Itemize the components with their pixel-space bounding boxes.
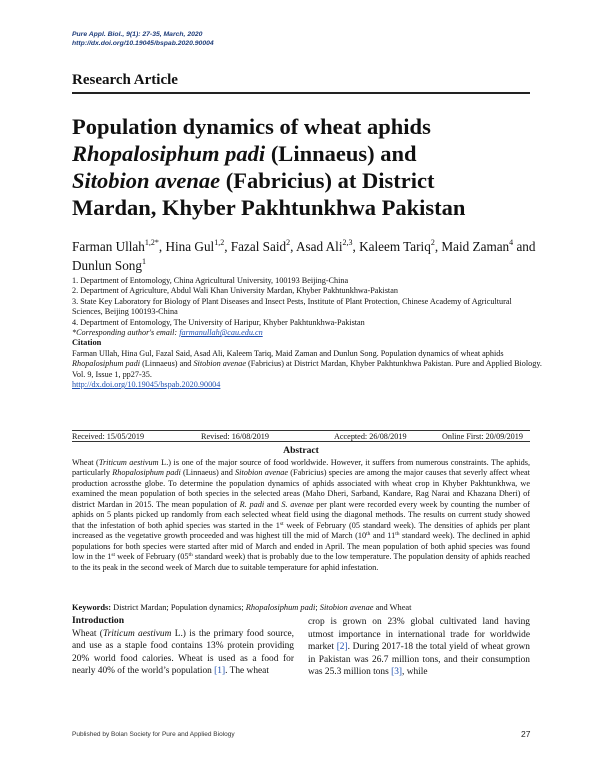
date-online-first: Online First: 20/09/2019	[442, 432, 523, 441]
header-divider	[72, 92, 530, 94]
author-affiliation-mark: 1,2*	[144, 238, 159, 247]
author-affiliation-mark: 2,3	[342, 238, 353, 247]
journal-header	[72, 30, 214, 48]
title-line-1: Population dynamics of wheat aphids	[72, 114, 431, 139]
affiliation-item: 1. Department of Entomology, China Agricultural University, 100193 Beijing-China	[72, 276, 349, 285]
abstract-body: Wheat (Triticum aestivum L.) is one of the major source of food worldwide. However, it suffers from numerous constraints. The aphids, particularly Rhopalosiphum padi (Linnaeus) and Sitobion avenae (Fabricius) species are among the major causes that severly affect wheat production acrossthe globe. To determine the population dynamics of aphids associated with wheat crop in Khyber Pakhtunkhwa, we examined the mean population of both species in the selected areas (Maho Dheri, Sarband, Kandare, Rag Narai and Khazana Dheri) of district Mardan in 2015. The mean population of R. padi and S. avenae per plant were recorded every week by counting the number of aphids on 5 plants picked up randomly from each selected wheat field using the diagonal methods. The results on current study showed that the infestation of both aphid species was started in the 1st week of February (05 standard week). The densities of aphids per plant increased as the vegetative growth proceeded and was highest till the mid of March (10th and 11th standard week). The declined in aphid populations for both species were started after mid of March and ended in April. The mean population of both aphid species was found low in the 1st week of February (05th standard week) that is probably due to the low temperature. The population density of aphids reached to the its peak in the second week of March due to suitable temperature for aphid infestation.	[72, 458, 531, 572]
author-name: Farman Ullah	[72, 239, 145, 254]
date-revised: Revised: 16/08/2019	[201, 432, 269, 441]
citation-part: (Fabricius) at District Mardan, Khyber Pakhtunkhwa Pakistan. Pure and Applied Biology. Vol. 9, Issue 1, pp27-35.	[72, 359, 542, 379]
reference-link[interactable]: [2]	[336, 642, 348, 653]
author-name: Dunlun Song	[72, 258, 142, 273]
author-name: Maid Zaman	[441, 239, 510, 254]
journal-citation: Pure Appl. Biol., 9(1): 27-35, March, 2020	[72, 31, 203, 38]
author-list: Farman Ullah$^{1,2*}$, Hina Gul$^{1,2}$, Fazal Said$^2$, Asad Ali$^{2,3}$, Kaleem Tariq$^2$, Maid Zaman$^4$ and Dunlun Song$^1$	[72, 238, 536, 273]
title-species-2: Sitobion avenae	[72, 168, 221, 193]
affiliation-item: 4. Department of Entomology, The University of Haripur, Khyber Pakhtunkhwa-Pakistan	[72, 317, 365, 327]
reference-link[interactable]: [1]	[214, 666, 226, 677]
publisher-footer: Published by Bolan Society for Pure and Applied Biology	[72, 731, 235, 738]
intro-column-left	[72, 615, 294, 678]
affiliation-item: 2. Department of Agriculture, Abdul Wali Khan University Mardan, Khyber Pakhtunkhwa-Pakistan	[72, 286, 398, 296]
citation-part: Farman Ullah, Hina Gul, Fazal Said, Asad Ali, Kaleem Tariq, Maid Zaman and Dunlun Song. Population dynamics of wheat aphids	[72, 348, 504, 358]
intro-column-right	[308, 616, 530, 679]
keywords-line: Keywords: District Mardan; Population dynamics; Rhopalosiphum padi; Sitobion avenae and Wheat	[72, 603, 412, 612]
keywords-label: Keywords:	[72, 603, 112, 612]
author-name: Hina Gul	[165, 239, 215, 254]
title-line-3: (Fabricius) at District	[220, 168, 435, 193]
title-line-2: (Linnaeus) and	[265, 141, 417, 166]
citation-species: Rhopalosiphum padi	[72, 359, 141, 369]
date-accepted: Accepted: 26/08/2019	[334, 432, 407, 441]
introduction-heading: Introduction	[72, 615, 125, 626]
citation-doi-link[interactable]: http://dx.doi.org/10.19045/bspab.2020.90004	[72, 380, 221, 390]
article-type: Research Article	[72, 72, 178, 88]
paper-title	[72, 113, 542, 221]
citation-heading: Citation	[72, 338, 102, 348]
corresponding-email-link[interactable]: farmanullah@cau.edu.cn	[179, 328, 263, 338]
citation-species: Sitobion avenae	[193, 359, 246, 369]
author-affiliation-mark: 2	[430, 238, 435, 247]
author-affiliation-mark: 1	[141, 257, 146, 266]
affiliations-block	[72, 276, 542, 390]
author-name: Fazal Said	[230, 239, 287, 254]
author-name: Kaleem Tariq	[359, 239, 431, 254]
reference-link[interactable]: [3]	[391, 667, 403, 678]
dates-bar	[72, 430, 530, 442]
author-affiliation-mark: 1,2	[214, 238, 225, 247]
intro-paragraph: Wheat (Triticum aestivum L.) is the primary food source, and use as a staple food contains 13% protein providing 20% world food calories. Wheat is used as a food for nearly 40% of the world’s population [1]. The wheat	[72, 628, 295, 677]
author-affiliation-mark: 4	[509, 238, 514, 247]
journal-doi-link[interactable]: http://dx.doi.org/10.19045/bspab.2020.90004	[72, 40, 214, 47]
abstract-heading: Abstract	[283, 445, 319, 456]
title-line-4: Mardan, Khyber Pakhtunkhwa Pakistan	[72, 195, 466, 220]
author-name: Asad Ali	[295, 239, 343, 254]
corresponding-author	[72, 328, 542, 338]
affiliation-item: 3. State Key Laboratory for Biology of Plant Diseases and Insect Pests, Institute of Plant Protection, Chinese Academy of Agricultural Sciences, Beijing 100193-China	[72, 296, 512, 317]
author-affiliation-mark: 2	[286, 238, 291, 247]
citation-text	[72, 349, 542, 380]
page-number: 27	[521, 729, 531, 739]
intro-paragraph-continued: crop is grown on 23% global cultivated land having utmost importance in international trade for worldwide market [2]. During 2017-18 the total yield of wheat grown in Pakistan was 26.7 million tons, and their consumption was 25.3 million tons [3], while	[308, 617, 530, 678]
corresponding-label: *Corresponding author's email:	[72, 328, 180, 338]
citation-part: (Linnaeus) and	[140, 359, 194, 369]
date-received: Received: 15/05/2019	[72, 432, 145, 441]
title-species-1: Rhopalosiphum padi	[72, 141, 266, 166]
